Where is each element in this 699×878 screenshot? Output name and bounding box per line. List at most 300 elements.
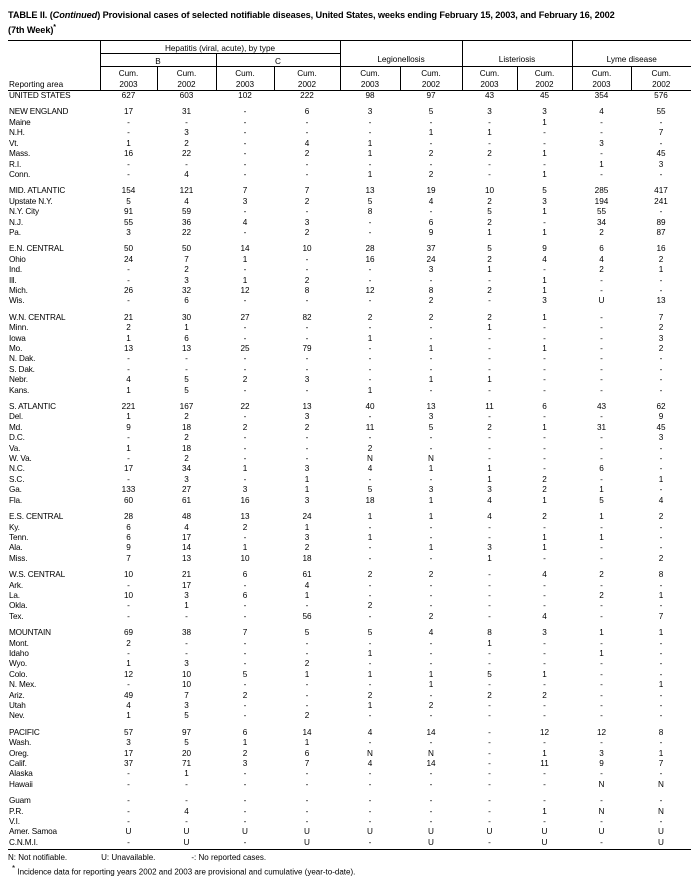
row-value-cell: 45 (656, 149, 666, 159)
row-value-cell: - (462, 838, 517, 850)
row-value-cell: U (304, 827, 310, 837)
row-value-cell: 3 (304, 375, 310, 385)
row-value-cell: 61 (302, 570, 312, 580)
footnote-u: U: Unavailable. (101, 853, 156, 863)
header-subgroup-hep-c: C (216, 54, 340, 67)
row-area-label: Idaho (9, 648, 29, 658)
row-value-cell: 10 (302, 244, 312, 254)
row-value-cell: - (305, 117, 309, 127)
row-value-cell: - (243, 128, 247, 138)
row-value-cell: - (368, 296, 372, 306)
row-value-cell: - (543, 680, 546, 690)
row-value-cell: 1 (599, 485, 604, 495)
row-value-cell: - (659, 543, 663, 553)
row-value-cell: - (429, 648, 433, 658)
row-area-label: Okla. (9, 601, 28, 611)
row-value-cell: - (488, 159, 491, 169)
row-value-cell: - (600, 433, 603, 443)
row-value-cell: 2 (184, 265, 189, 275)
row-value-cell: 18 (302, 553, 312, 563)
row-value-cell: 98 (365, 91, 375, 101)
row-value-cell: 2 (599, 265, 604, 275)
row-area-label: PACIFIC (9, 727, 40, 737)
table-row (8, 412, 691, 422)
row-value-cell: 82 (302, 312, 312, 322)
row-value-cell: - (543, 779, 546, 789)
row-value-cell: - (659, 669, 663, 679)
row-value-cell: 3 (184, 474, 189, 484)
row-value-cell: 2 (184, 433, 189, 443)
row-value-cell: - (429, 522, 433, 532)
row-value-cell: - (368, 711, 372, 721)
row-value-cell: 1 (304, 522, 310, 532)
table-row (8, 160, 691, 170)
row-area-label: Alaska (9, 769, 33, 779)
row-value-cell: 5 (184, 738, 189, 748)
row-value-cell: - (659, 364, 663, 374)
row-value-cell: 59 (181, 207, 192, 217)
table-row (8, 186, 691, 196)
row-area-label: N. Dak. (9, 354, 36, 364)
row-value-cell: 2 (542, 474, 547, 484)
row-value-cell: - (488, 711, 491, 721)
row-area-label: D.C. (9, 433, 25, 443)
row-value-cell: - (600, 323, 603, 333)
row-value-cell: 222 (300, 91, 314, 101)
row-value-cell: - (543, 454, 546, 464)
row-value-cell: - (243, 680, 247, 690)
row-value-cell: - (243, 159, 247, 169)
row-value-cell: - (305, 443, 309, 453)
row-value-cell: - (488, 648, 491, 658)
row-value-cell: 6 (304, 748, 310, 758)
row-value-cell: 3 (428, 412, 434, 422)
row-value-cell: 2 (242, 375, 248, 385)
table-row (8, 118, 691, 128)
row-value-cell: - (243, 149, 247, 159)
row-area-label: Calif. (9, 759, 27, 769)
row-value-cell: 34 (181, 464, 192, 474)
row-value-cell: - (127, 806, 130, 816)
row-value-cell: 4 (658, 495, 664, 505)
row-value-cell: - (368, 769, 372, 779)
row-value-cell: - (600, 522, 603, 532)
row-value-cell: - (488, 364, 491, 374)
row-value-cell: 3 (658, 159, 664, 169)
row-value-cell: 1 (542, 422, 547, 432)
table-row (8, 701, 691, 711)
row-value-cell: - (543, 333, 546, 343)
footnotes (8, 853, 691, 878)
row-value-cell: 3 (428, 485, 434, 495)
row-value-cell: - (600, 344, 603, 353)
row-area-label: Vt. (9, 138, 19, 148)
row-value-cell: 1 (428, 375, 434, 385)
page-title (0, 0, 699, 36)
table-row (8, 659, 691, 669)
row-value-cell: 12 (539, 727, 550, 737)
header-col-lister-2002: Cum. 2002 (517, 67, 572, 91)
footnote-asterisk-row (8, 864, 691, 878)
row-value-cell: 5 (599, 495, 604, 505)
table-row (8, 139, 691, 149)
footnote-n: N: Not notifiable. (8, 853, 68, 863)
row-value-cell: - (368, 128, 372, 138)
row-value-cell: 3 (242, 196, 248, 206)
table-row (8, 670, 691, 680)
row-value-cell: - (488, 454, 491, 464)
row-area-label: N.J. (9, 217, 23, 227)
row-value-cell: 7 (242, 186, 248, 196)
row-value-cell: 5 (367, 196, 373, 206)
row-value-cell: - (600, 711, 603, 721)
row-value-cell: - (659, 207, 663, 217)
row-value-cell: - (368, 275, 372, 285)
row-value-cell: 2 (304, 711, 310, 721)
row-value-cell: - (600, 796, 603, 806)
row-value-cell: - (305, 385, 309, 395)
row-value-cell: 4 (184, 169, 189, 179)
row-value-cell: 6 (242, 570, 248, 580)
row-value-cell: 13 (302, 402, 312, 412)
row-value-cell: - (127, 265, 130, 275)
row-value-cell: - (659, 443, 663, 453)
row-value-cell: 3 (184, 275, 189, 285)
row-value-cell: - (127, 769, 130, 779)
row-value-cell: 1 (367, 532, 373, 542)
table-row (8, 197, 691, 207)
row-value-cell: 7 (304, 759, 310, 769)
row-value-cell: 14 (426, 759, 436, 769)
row-value-cell: - (429, 601, 433, 611)
row-value-cell: U (183, 827, 190, 837)
row-value-cell: - (127, 817, 130, 827)
row-value-cell: 1 (658, 265, 664, 275)
row-value-cell: 2 (367, 443, 373, 453)
row-value-cell: - (659, 522, 663, 532)
row-value-cell: - (429, 354, 433, 364)
row-value-cell: 1 (487, 553, 492, 563)
table-row (8, 601, 691, 611)
row-area-label: Fla. (9, 495, 23, 505)
table-row (8, 570, 691, 580)
header-reporting-area: Reporting area (8, 67, 100, 91)
row-value-cell: 5 (542, 186, 547, 196)
table-row (8, 218, 691, 228)
row-value-cell: - (243, 323, 247, 333)
row-value-cell: - (368, 412, 372, 422)
table-row (8, 107, 691, 117)
row-value-cell: 1 (304, 474, 310, 484)
row-value-cell: - (429, 207, 433, 217)
table-row (8, 375, 691, 385)
row-value-cell: - (600, 443, 603, 453)
row-area-label: MOUNTAIN (9, 628, 51, 638)
row-value-cell: - (600, 659, 603, 669)
row-value-cell: - (305, 701, 309, 710)
row-value-cell: 10 (240, 553, 250, 563)
row-value-cell: - (488, 727, 491, 737)
row-area-label: N. Mex. (9, 680, 37, 690)
row-value-cell: 1 (599, 628, 604, 638)
row-value-cell: 8 (487, 628, 492, 638)
row-value-cell: 17 (123, 464, 134, 474)
row-value-cell: N (367, 748, 373, 758)
row-value-cell: 2 (304, 659, 310, 669)
row-value-cell: - (488, 769, 491, 779)
row-value-cell: 5 (126, 196, 131, 206)
row-area-label: S.C. (9, 474, 25, 484)
row-value-cell: 4 (487, 512, 492, 522)
row-area-label: C.N.M.I. (8, 838, 100, 850)
row-value-cell: - (185, 796, 188, 806)
row-value-cell: - (127, 354, 130, 364)
row-value-cell: - (216, 838, 274, 850)
row-value-cell: 2 (304, 543, 310, 553)
row-value-cell: 45 (656, 422, 666, 432)
row-value-cell: - (368, 817, 372, 827)
row-value-cell: - (127, 454, 130, 464)
row-value-cell: 21 (181, 570, 192, 580)
row-value-cell: - (368, 364, 372, 374)
row-value-cell: 1 (126, 333, 131, 343)
row-value-cell: - (659, 769, 663, 779)
row-value-cell: - (600, 690, 603, 700)
row-value-cell: 2 (304, 422, 310, 432)
row-area-label: E.S. CENTRAL (9, 512, 64, 522)
table-row (8, 691, 691, 701)
title-continued: Continued (52, 10, 98, 20)
row-value-cell: U (598, 827, 605, 837)
row-value-cell: U (517, 838, 572, 850)
row-value-cell: 121 (179, 186, 194, 196)
row-value-cell: U (367, 827, 373, 837)
row-value-cell: 6 (184, 333, 189, 343)
row-value-cell: N (428, 748, 434, 758)
row-value-cell: - (429, 138, 433, 148)
row-value-cell: - (488, 117, 491, 127)
row-value-cell: - (543, 128, 546, 138)
row-value-cell: 1 (542, 312, 547, 322)
row-value-cell: 1 (184, 323, 189, 333)
row-value-cell: 27 (240, 312, 250, 322)
table-row (8, 386, 691, 396)
row-value-cell: - (429, 806, 433, 816)
row-value-cell: - (659, 464, 663, 474)
row-area-label: Ky. (9, 522, 20, 532)
row-area-label: Wis. (9, 296, 25, 306)
row-value-cell: U (274, 838, 340, 850)
row-value-cell: 1 (542, 543, 547, 553)
row-value-cell: 194 (594, 196, 609, 206)
row-value-cell: - (659, 817, 663, 827)
row-area-label: W.S. CENTRAL (9, 570, 65, 580)
row-value-cell: 5 (184, 711, 189, 721)
row-value-cell: - (127, 433, 130, 443)
row-value-cell: 1 (242, 738, 248, 748)
row-value-cell: 28 (123, 512, 134, 522)
row-value-cell: 1 (367, 648, 373, 658)
row-value-cell: 2 (242, 690, 248, 700)
row-value-cell: - (488, 344, 491, 353)
row-area-label: Maine (9, 117, 31, 127)
row-value-cell: 7 (658, 759, 664, 769)
row-value-cell: 1 (428, 543, 434, 553)
row-value-cell: - (368, 543, 372, 553)
row-value-cell: 12 (123, 669, 134, 679)
row-value-cell: 1 (542, 285, 547, 295)
row-value-cell: - (243, 433, 247, 443)
row-value-cell: - (243, 769, 247, 779)
row-value-cell: 3 (304, 464, 310, 474)
row-value-cell: 1 (487, 474, 492, 484)
row-value-cell: 43 (596, 402, 607, 412)
row-value-cell: - (572, 838, 631, 850)
row-value-cell: 10 (181, 669, 192, 679)
row-value-cell: 4 (542, 254, 547, 264)
row-area-label: Ga. (9, 485, 22, 495)
row-value-cell: - (543, 364, 546, 374)
row-value-cell: 34 (596, 217, 607, 227)
row-value-cell: - (305, 638, 309, 648)
row-value-cell: - (659, 169, 663, 179)
row-value-cell: - (127, 364, 130, 374)
row-value-cell: - (488, 738, 491, 748)
row-value-cell: 2 (599, 590, 604, 600)
row-value-cell: 87 (656, 227, 666, 237)
row-area-label: Va. (9, 443, 21, 453)
row-value-cell: - (127, 117, 130, 127)
row-value-cell: - (543, 464, 546, 474)
row-area-label: Tenn. (9, 532, 29, 542)
header-group-listeriosis: Listeriosis (462, 41, 572, 67)
row-value-cell: 2 (304, 275, 310, 285)
row-value-cell: - (659, 454, 663, 464)
header-blank-corner-2 (8, 54, 100, 67)
row-area-label: Ariz. (9, 690, 25, 700)
table-row (8, 512, 691, 522)
row-value-cell: - (305, 779, 309, 789)
row-value-cell: - (600, 580, 603, 590)
row-value-cell: 2 (542, 485, 547, 495)
row-value-cell: 11 (365, 422, 375, 432)
row-area-label: Ark. (9, 580, 23, 590)
table-row (8, 628, 691, 638)
row-value-cell: N (658, 806, 664, 816)
row-value-cell: 25 (240, 344, 250, 353)
row-value-cell: 4 (428, 628, 434, 638)
row-value-cell: U (631, 838, 691, 850)
row-value-cell: 61 (181, 495, 192, 505)
row-value-cell: - (127, 159, 130, 169)
row-value-cell: - (659, 659, 663, 669)
row-value-cell: 2 (542, 690, 547, 700)
row-value-cell: 1 (242, 254, 248, 264)
table-row (8, 749, 691, 759)
row-value-cell: 2 (487, 254, 492, 264)
row-value-cell: - (429, 779, 433, 789)
row-value-cell: 3 (599, 138, 604, 148)
table-row (8, 170, 691, 180)
header-group-legionellosis: Legionellosis (340, 41, 462, 67)
row-value-cell: 16 (365, 254, 375, 264)
title-middle: ) Provisional cases of selected notifiable diseases, United States, weeks ending February 15, 2003, and February 16, 2002 (97, 10, 615, 20)
row-value-cell: 45 (539, 91, 550, 101)
row-value-cell: - (429, 817, 433, 827)
row-value-cell: 4 (242, 217, 248, 227)
row-value-cell: 1 (658, 680, 664, 690)
header-col-lister-2003: Cum. 2003 (462, 67, 517, 91)
row-value-cell: - (127, 275, 130, 285)
row-value-cell: U (486, 827, 493, 837)
row-value-cell: 7 (658, 128, 664, 138)
row-area-label: Guam (9, 796, 31, 806)
row-value-cell: 1 (367, 149, 373, 159)
row-value-cell: - (305, 296, 309, 306)
table-row (8, 738, 691, 748)
row-value-cell: - (429, 323, 433, 333)
row-value-cell: 1 (542, 532, 547, 542)
row-value-cell: - (429, 117, 433, 127)
row-value-cell: 3 (542, 296, 547, 306)
row-value-cell: 17 (123, 107, 134, 117)
row-value-cell: 2 (428, 296, 434, 306)
row-value-cell: 1 (658, 628, 664, 638)
row-value-cell: - (429, 738, 433, 748)
row-value-cell: 12 (596, 727, 607, 737)
row-value-cell: 6 (242, 590, 248, 600)
row-value-cell: 5 (487, 207, 492, 217)
row-value-cell: 4 (184, 196, 189, 206)
row-value-cell: - (368, 344, 372, 353)
row-value-cell: - (305, 680, 309, 690)
row-value-cell: 241 (654, 196, 668, 206)
row-value-cell: 7 (658, 312, 664, 322)
table-row (8, 296, 691, 306)
row-value-cell: 16 (656, 244, 666, 254)
row-value-cell: - (305, 454, 309, 464)
row-value-cell: 102 (238, 91, 252, 101)
row-value-cell: 55 (596, 207, 607, 217)
row-value-cell: - (543, 138, 546, 148)
row-value-cell: - (488, 354, 491, 364)
table-row (8, 276, 691, 286)
row-value-cell: 5 (487, 244, 492, 254)
row-value-cell: - (243, 659, 247, 669)
row-value-cell: 221 (121, 402, 136, 412)
row-value-cell: 8 (658, 727, 664, 737)
row-value-cell: - (243, 796, 247, 806)
table-row (8, 423, 691, 433)
header-col-hepb-2003: Cum. 2003 (100, 67, 157, 91)
table-row (8, 496, 691, 506)
row-value-cell: - (368, 738, 372, 748)
row-value-cell: - (243, 138, 247, 148)
row-value-cell: - (488, 806, 491, 816)
row-value-cell: 2 (304, 149, 310, 159)
row-value-cell: - (600, 669, 603, 679)
row-value-cell: 8 (304, 285, 310, 295)
row-value-cell: 3 (487, 485, 492, 495)
row-area-label: Amer. Samoa (9, 827, 57, 837)
row-value-cell: 11 (540, 759, 549, 769)
row-area-label: Colo. (9, 669, 28, 679)
table-row (8, 649, 691, 659)
row-value-cell: 1 (428, 344, 434, 353)
row-value-cell: - (488, 296, 491, 306)
row-value-cell: - (543, 375, 546, 385)
row-value-cell: 285 (594, 186, 609, 196)
